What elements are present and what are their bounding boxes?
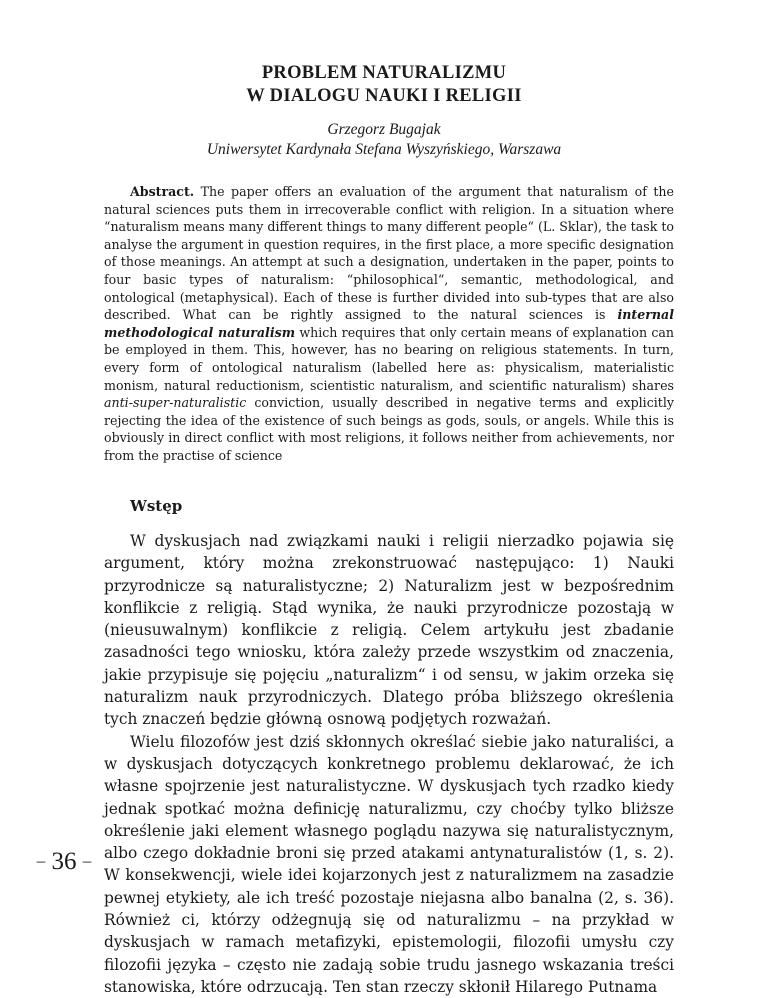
abstract-emphasis-1: internal methodological naturalism bbox=[104, 307, 674, 340]
section-heading: Wstęp bbox=[130, 497, 183, 515]
page-number-value: 36 bbox=[51, 848, 77, 875]
page-number-dash-left: – bbox=[36, 851, 46, 870]
abstract-label: Abstract. bbox=[130, 184, 195, 199]
abstract-text-2: which requires that only certain means of explanation can be employed in them. This, however, has no bearing on religious statements. In turn, every form of ontological naturalism (labelled here as: physicalism, materialistic monism, natural reductionism, scientistic naturalism, and scientific naturalism) shares bbox=[104, 324, 674, 393]
title-line-1: PROBLEM NATURALIZMU bbox=[261, 63, 507, 83]
abstract-emphasis-2: anti-super-naturalistic bbox=[104, 395, 247, 411]
body-paragraph-2: Wielu filozofów jest dziś skłonnych określać siebie jako naturaliści, a w dyskusjach dotyczących konkretnego problemu deklarować, że ich własne spojrzenie jest naturalistyczne. W dyskusjach tych rzadko kiedy jednak spotkać można definicję naturalizmu, czy choćby tylko bliższe określenie jaki element własnego poglądu nazywa się naturalistycznym, albo czego dokładnie broni się przed atakami antynaturalistów (1, s. 2). W konsekwencji, wiele idei kojarzonych jest z naturalizmem na zasadzie pewnej etykiety, ale ich treść pozostaje niejasna albo banalna (2, s. 36). Również ci, którzy odżegnują się od naturalizmu – na przykład w dyskusjach w ramach metafizyki, epistemologii, filozofii umysłu czy filozofii języka – często nie zadają sobie trudu jasnego wskazania treści stanowiska, które odrzucają. Ten stan rzeczy skłonił Hilarego Putnama bbox=[104, 732, 674, 996]
author-block bbox=[100, 120, 668, 160]
abstract-text-1: The paper offers an evaluation of the argument that naturalism of the natural sciences puts them in irrecoverable conflict with religion. In a situation where “naturalism means many different things to many different people“ (L. Sklar), the task to analyse the argument in question requires, in the first place, a more specific designation of those meanings. An attempt at such a designation, undertaken in the paper, points to four basic types of naturalism: “philosophical“, semantic, methodological, and ontological (metaphysical). Each of these is further divided into sub-types that are also described. What can be rightly assigned to the natural sciences is bbox=[104, 184, 674, 323]
abstract bbox=[104, 183, 674, 465]
abstract-text-3: conviction, usually described in negative terms and explicitly rejecting the idea of the existence of such beings as gods, souls, or angels. While this is obviously in direct conflict with most religions, it follows neither from achievements, nor from the practise of science bbox=[104, 395, 674, 463]
body-text bbox=[104, 530, 674, 998]
author-affiliation: Uniwersytet Kardynała Stefana Wyszyńskiego, Warszawa bbox=[206, 141, 562, 158]
author-name: Grzegorz Bugajak bbox=[327, 121, 441, 138]
page-number bbox=[28, 846, 100, 877]
paper-title bbox=[100, 62, 668, 108]
abstract-paragraph bbox=[104, 183, 674, 465]
body-paragraph-1: W dyskusjach nad związkami nauki i religii nierzadko pojawia się argument, który można zrekonstruować następująco: 1) Nauki przyrodnicze są naturalistyczne; 2) Naturalizm jest w bezpośrednim konflikcie z religią. Stąd wynika, że nauki przyrodnicze pozostają w (nieusuwalnym) konflikcie z religią. Celem artykułu jest zbadanie zasadności tego wniosku, która zależy przede wszystkim od znaczenia, jakie przypisuje się pojęciu „naturalizm“ i od sensu, w jakim orzeka się naturalizm nauk przyrodniczych. Dlatego próba bliższego określenia tych znaczeń będzie główną osnową podjętych rozważań. bbox=[104, 532, 674, 729]
title-line-2: W DIALOGU NAUKI I RELIGII bbox=[246, 86, 522, 106]
page-number-dash-right: – bbox=[82, 851, 92, 870]
